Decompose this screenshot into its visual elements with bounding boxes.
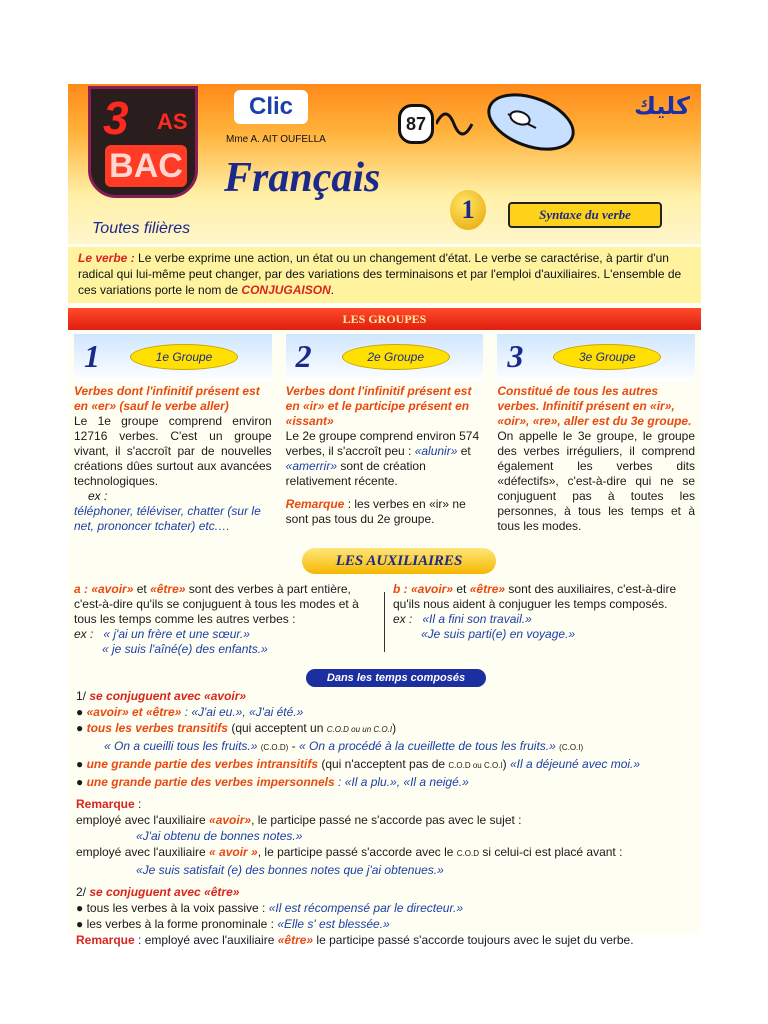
groupe-2-remark — [286, 497, 484, 527]
groupe-3-number: 3 — [507, 338, 524, 374]
s1-b1-red: «avoir» et «être» — [86, 705, 182, 719]
remarque-2 — [76, 932, 696, 948]
author-name: Mme A. AIT OUFELLA — [226, 134, 326, 145]
s1-b2-cod: C.O.D ou un C.O.I — [326, 725, 393, 734]
r1-l2-aux: « avoir » — [209, 845, 258, 859]
groupe-3-definition: Constitué de tous les autres verbes. Infinitif présent en «ir», «oir», «re», aller est du 3e groupe. — [497, 384, 692, 428]
groupe-2-column — [282, 334, 488, 546]
filieres-label: Toutes filières — [92, 220, 191, 237]
s1-b3-cod: C.O.D ou C.O.I — [448, 761, 503, 770]
s1-ex-b-tag: (C.O.I) — [559, 743, 584, 752]
s2-b2: les verbes à la forme pronominale : — [86, 917, 278, 931]
r1-l1-aux: «avoir» — [209, 813, 252, 827]
clic-logo: Clic — [234, 90, 308, 124]
aux-b-etre: «être» — [469, 582, 506, 596]
remarque-1-ex-2 — [76, 862, 696, 878]
groupe-2-definition: Verbes dont l'infinitif présent est en «ir» et le participe présent en «issant» — [285, 384, 472, 428]
s1-title — [76, 688, 696, 704]
s1-b2-text: (qui acceptent un — [227, 721, 327, 735]
s1-ex-b: « On a procédé à la cueillette de tous les fruits.» — [298, 739, 556, 753]
groupes-section — [68, 334, 701, 546]
s1-bullet-4: ● une grande partie des verbes impersonnels : «Il a plu.», «Il a neigé.» — [76, 775, 469, 789]
groupe-1-ex-label: ex : — [88, 489, 108, 503]
s1-ex-a: « On a cueilli tous les fruits.» — [104, 739, 258, 753]
aux-a-et: et — [133, 582, 151, 596]
remarque-1-line-2 — [76, 844, 696, 862]
groupe-2-remark-text: : les verbes en «ir» ne sont pas tous du 2e groupe. — [285, 497, 466, 526]
remarque-1-colon: : — [134, 797, 142, 811]
remarque-2-aux: «être» — [277, 933, 314, 947]
s1-bullet-1: ● «avoir» et «être» : «J'ai eu.», «J'ai été.» — [76, 705, 304, 719]
intro-text: Le verbe exprime une action, un état ou un changement d'état. Le verbe se caractérise, à partir d'un radical qui lui-même peut changer, par des variations des terminaisons et par l'emploi d'auxiliaires. L'ensemble de ces variations porte le nom de — [78, 251, 682, 297]
groupe-2-label: 2e Groupe — [342, 344, 450, 370]
arabic-title: كليك — [634, 92, 690, 120]
r1-l2-post: si celui-ci est placé avant : — [479, 845, 623, 859]
aux-a — [68, 582, 382, 662]
groupe-2-ex2: «amerrir» — [285, 459, 338, 473]
remarque-1-ex-1 — [76, 828, 696, 844]
aux-a-ex-label: ex : — [74, 627, 94, 641]
s2-num: 2/ — [76, 885, 87, 899]
r1-l1-ex: «J'ai obtenu de bonnes notes.» — [136, 829, 303, 843]
s1-b4-red: une grande partie des verbes impersonnels — [86, 775, 335, 789]
document-page — [68, 84, 701, 947]
aux-a-etre: «être» — [150, 582, 186, 596]
s1-b2-red: tous les verbes transitifs — [86, 721, 228, 735]
r1-l1-post: , le participe passé ne s'accorde pas avec le sujet : — [251, 813, 522, 827]
intro-term: Le verbe : — [78, 251, 135, 265]
issue-number: 87 — [398, 104, 434, 144]
aux-a-text: sont des verbes à part entière, c'est-à-dire qu'ils se conjuguent à tous les modes et à tous les temps comme les autres verbes : — [74, 582, 359, 626]
aux-b-et: et — [453, 582, 470, 596]
s1-b3-text: (qui n'acceptent pas de — [318, 757, 449, 771]
aux-b-ex2: «Je suis parti(e) en voyage.» — [421, 627, 576, 641]
s2-title-text: se conjuguent avec «être» — [86, 885, 240, 899]
aux-a-lead: a : «avoir» — [74, 582, 134, 596]
s1-b2-end: ) — [392, 721, 397, 735]
remarque-2-pre: : employé avec l'auxiliaire — [134, 933, 278, 947]
r1-l2-cod: C.O.D — [456, 849, 480, 858]
auxiliaires-section — [68, 582, 701, 662]
groupe-3-label: 3e Groupe — [553, 344, 661, 370]
aux-separator — [384, 592, 385, 652]
r1-l2-mid: , le participe passé s'accorde avec le — [257, 845, 457, 859]
groupe-1-label: 1e Groupe — [130, 344, 238, 370]
groupe-2-body-b: sont de création relativement récente. — [285, 459, 426, 488]
s1-title-text: se conjuguent avec «avoir» — [86, 689, 247, 703]
groupe-3-column — [493, 334, 699, 546]
s1-ex-b-pre: - — [288, 739, 299, 753]
r1-l2-pre: employé avec l'auxiliaire — [76, 845, 210, 859]
groupe-1-example: téléphoner, téléviser, chatter (sur le net, prononcer tchater) etc.… — [74, 504, 261, 533]
temps-composes-badge: Dans les temps composés — [306, 669, 486, 687]
groupe-1-definition: Verbes dont l'infinitif présent est en «er» (sauf le verbe aller) — [74, 384, 260, 413]
remarque-1-label: Remarque — [76, 797, 135, 811]
groupe-2-header — [286, 334, 484, 382]
groupe-2-body — [286, 429, 484, 489]
groupe-2-ex1: «alunir» — [414, 444, 458, 458]
chapter-number-badge: 1 — [450, 190, 486, 230]
bac-number: 3 — [103, 92, 127, 144]
s1-bullet-3: ● une grande partie des verbes intransitifs (qui n'acceptent pas de C.O.D ou C.O.I) «Il a déjeuné avec moi.» — [76, 757, 641, 771]
remarque-2-post: le participe passé s'accorde toujours avec le sujet du verbe. — [313, 933, 634, 947]
s2-b1-ex: «Il est récompensé par le directeur.» — [268, 901, 464, 915]
groupe-1-column — [70, 334, 276, 546]
auxiliaires-heading: LES AUXILIAIRES — [302, 548, 496, 574]
groupes-heading: LES GROUPES — [68, 308, 701, 330]
intro-paragraph — [68, 247, 701, 303]
groupe-1-header — [74, 334, 272, 382]
s1-examples — [76, 738, 696, 756]
aux-b-text: sont des auxiliaires, c'est-à-dire qu'ils nous aident à conjuguer les temps composés. — [393, 582, 677, 611]
groupe-1-body: Le 1e groupe comprend environ 12716 verbes. C'est un groupe vivant, il s'accroît par de nouvelles créations dûes surtout aux avancées technologiques. — [74, 414, 272, 488]
s1-b3-end: ) — [502, 757, 510, 771]
bac-logo — [88, 86, 198, 198]
s1-bullet-2: ● tous les verbes transitifs (qui acceptent un C.O.D ou un C.O.I) — [76, 721, 397, 735]
aux-b — [387, 582, 701, 662]
conjugaison-word: CONJUGAISON — [241, 283, 331, 297]
computer-mouse-icon — [436, 84, 586, 164]
intro-end: . — [330, 283, 335, 297]
temps-composes-section — [76, 688, 696, 948]
groupe-3-header — [497, 334, 695, 382]
groupe-1-number: 1 — [84, 338, 100, 374]
s1-ex-a-tag: (C.O.D) — [260, 743, 289, 752]
groupe-2-remark-label: Remarque — [285, 497, 345, 511]
bac-as: AS — [157, 109, 188, 134]
aux-b-lead: b : «avoir» — [393, 582, 454, 596]
r1-l2-ex: «Je suis satisfait (e) des bonnes notes que j'ai obtenues.» — [136, 863, 444, 877]
header-banner — [68, 84, 701, 244]
s2-bullet-2: ● les verbes à la forme pronominale : «Elle s' est blessée.» — [76, 917, 390, 931]
aux-b-ex1: «Il a fini son travail.» — [422, 612, 532, 626]
s1-b3-red: une grande partie des verbes intransitifs — [86, 757, 318, 771]
aux-b-ex-label: ex : — [393, 612, 413, 626]
remarque-2-label: Remarque — [76, 933, 135, 947]
bac-label: BAC — [105, 145, 187, 187]
s2-title — [76, 884, 696, 900]
groupe-2-number: 2 — [295, 338, 312, 374]
s1-b1-ex: : «J'ai eu.», «J'ai été.» — [181, 705, 304, 719]
s1-b3-ex: «Il a déjeuné avec moi.» — [509, 757, 641, 771]
groupe-2-et: et — [457, 444, 471, 458]
chapter-title: Syntaxe du verbe — [508, 202, 662, 228]
groupe-3-body: On appelle le 3e groupe, le groupe des verbes irréguliers, il comprend également les verbes dits «défectifs», c'est-à-dire qui ne se conjuguent pas à toutes les personnes, à tous les temps et à tous les modes. — [497, 429, 696, 533]
s2-b1: tous les verbes à la voix passive : — [86, 901, 269, 915]
r1-l1-pre: employé avec l'auxiliaire — [76, 813, 210, 827]
s2-bullet-1: ● tous les verbes à la voix passive : «Il est récompensé par le directeur.» — [76, 901, 464, 915]
subject-title: Français — [224, 155, 381, 201]
s2-b2-ex: «Elle s' est blessée.» — [277, 917, 390, 931]
s1-b4-ex: : «Il a plu.», «Il a neigé.» — [334, 775, 469, 789]
aux-a-ex1: « j'ai un frère et une sœur.» — [103, 627, 250, 641]
aux-a-ex2: « je suis l'aîné(e) des enfants.» — [102, 642, 268, 656]
remarque-1 — [76, 796, 696, 812]
groupe-2-body-a: Le 2e groupe comprend environ 574 verbes, il s'accroît peu : — [285, 429, 480, 458]
s1-num: 1/ — [76, 689, 87, 703]
remarque-1-line-1 — [76, 812, 696, 828]
